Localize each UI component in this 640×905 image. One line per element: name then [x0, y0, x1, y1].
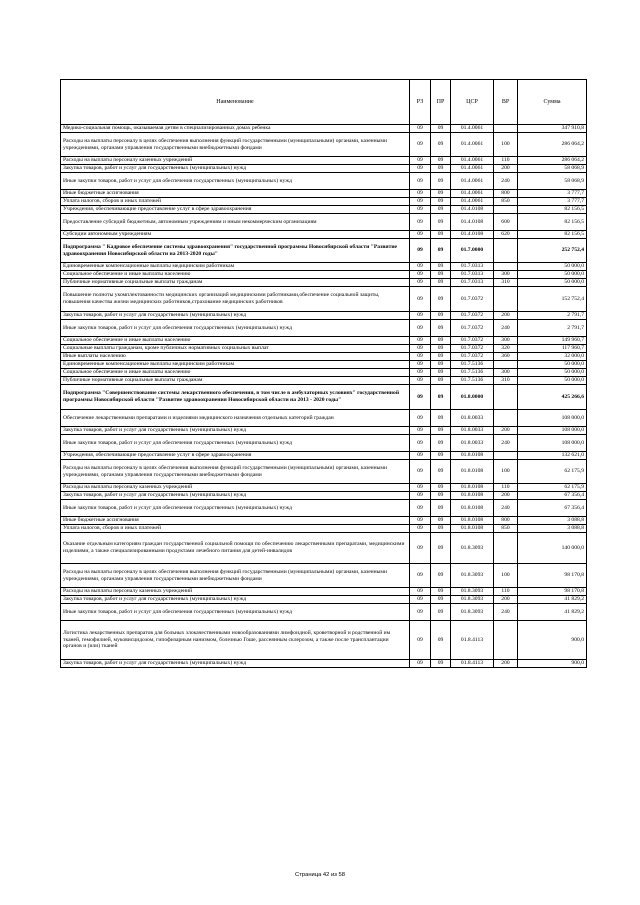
cell-csr: 01.8.0108 — [451, 484, 494, 492]
cell-rz: 09 — [410, 361, 431, 369]
cell-pr: 09 — [431, 157, 451, 165]
cell-sum: 62 175,9 — [518, 460, 587, 484]
cell-pr: 09 — [431, 190, 451, 198]
cell-sum: 2 791,7 — [518, 312, 587, 320]
cell-rz: 09 — [410, 279, 431, 287]
cell-csr: 01.7.0313 — [451, 279, 494, 287]
cell-csr: 01.7.0313 — [451, 271, 494, 279]
cell-vr: 600 — [494, 214, 518, 231]
cell-name: Логистика лекарственных препаратов для больных злокачественными новообразованиями лимфоидной, кроветворной и родственной им тканей, гемофилией, муковисцидозом, гипофизарным нанизмом, болезнью Гоше, рассеянным склерозом, а также после трансплантации органов и (или) тканей — [61, 621, 410, 660]
table-row — [61, 427, 587, 435]
cell-name: Социальное обеспечение и иные выплаты населению — [61, 337, 410, 345]
cell-rz: 09 — [410, 596, 431, 604]
cell-sum: 50 000,0 — [518, 369, 587, 377]
cell-sum: 117 960,7 — [518, 345, 587, 353]
cell-csr: 01.8.3093 — [451, 564, 494, 588]
cell-name: Иные закупки товаров, работ и услуг для обеспечения государственных (муниципальных) нужд — [61, 500, 410, 517]
cell-csr: 01.4.0061 — [451, 198, 494, 206]
table-row — [61, 621, 587, 660]
cell-name: Закупка товаров, работ и услуг для государственных (муниципальных) нужд — [61, 492, 410, 500]
cell-vr: 360 — [494, 353, 518, 361]
cell-name: Уплата налогов, сборов и иных платежей — [61, 198, 410, 206]
cell-csr: 01.7.0372 — [451, 337, 494, 345]
cell-csr: 01.8.0000 — [451, 385, 494, 410]
cell-vr: 100 — [494, 133, 518, 157]
table-row — [61, 279, 587, 287]
cell-sum: 58 068,9 — [518, 173, 587, 190]
cell-vr: 850 — [494, 525, 518, 533]
cell-csr: 01.8.0108 — [451, 492, 494, 500]
cell-pr: 09 — [431, 484, 451, 492]
cell-name: Публичные нормативные социальные выплаты гражданам — [61, 377, 410, 385]
table-row — [61, 533, 587, 564]
cell-sum: 286 064,2 — [518, 133, 587, 157]
cell-name: Иные выплаты населению — [61, 353, 410, 361]
cell-csr: 01.7.5136 — [451, 369, 494, 377]
table-row — [61, 385, 587, 410]
cell-sum: 50 000,0 — [518, 361, 587, 369]
cell-rz: 09 — [410, 271, 431, 279]
cell-vr: 850 — [494, 198, 518, 206]
table-row — [61, 410, 587, 427]
cell-rz: 09 — [410, 214, 431, 231]
cell-pr: 09 — [431, 533, 451, 564]
cell-rz: 09 — [410, 353, 431, 361]
cell-pr: 09 — [431, 312, 451, 320]
table-row — [61, 287, 587, 312]
table-row — [61, 337, 587, 345]
cell-csr: 01.8.0108 — [451, 517, 494, 525]
cell-vr: 300 — [494, 271, 518, 279]
table-row — [61, 361, 587, 369]
cell-csr: 01.8.0108 — [451, 452, 494, 460]
table-row — [61, 660, 587, 668]
cell-vr: 620 — [494, 231, 518, 239]
cell-name: Подпрограмма " Кадровое обеспечение системы здравоохранения" государственной программы Новосибирской области "Развитие здравоохранения Новосибирской области на 2013-2020 годы" — [61, 239, 410, 263]
cell-vr — [494, 263, 518, 271]
cell-pr: 09 — [431, 369, 451, 377]
cell-vr: 200 — [494, 492, 518, 500]
cell-name: Социальное обеспечение и иные выплаты населению — [61, 369, 410, 377]
cell-sum: 58 068,9 — [518, 165, 587, 173]
cell-sum: 41 829,2 — [518, 604, 587, 621]
cell-sum: 32 000,0 — [518, 353, 587, 361]
cell-rz: 09 — [410, 263, 431, 271]
cell-rz: 09 — [410, 564, 431, 588]
cell-name: Закупка товаров, работ и услуг для государственных (муниципальных) нужд — [61, 427, 410, 435]
cell-pr: 09 — [431, 377, 451, 385]
cell-vr: 200 — [494, 165, 518, 173]
cell-csr: 01.8.0033 — [451, 435, 494, 452]
cell-vr — [494, 239, 518, 263]
cell-vr: 240 — [494, 173, 518, 190]
cell-name: Расходы на выплаты персоналу в целях обеспечения выполнения функций государственными (муниципальными) органами, казенными учреждениями, органами управления государственными внебюджетными фондами — [61, 564, 410, 588]
table-row — [61, 345, 587, 353]
cell-sum: 98 170,8 — [518, 564, 587, 588]
header-rz: РЗ — [410, 80, 431, 125]
cell-csr: 01.8.3093 — [451, 596, 494, 604]
cell-sum: 98 170,8 — [518, 588, 587, 596]
cell-csr: 01.4.0061 — [451, 125, 494, 133]
cell-rz: 09 — [410, 435, 431, 452]
cell-rz: 09 — [410, 484, 431, 492]
cell-rz: 09 — [410, 427, 431, 435]
table-header-row — [61, 80, 587, 125]
cell-csr: 01.8.0108 — [451, 460, 494, 484]
cell-pr: 09 — [431, 320, 451, 337]
table-row — [61, 604, 587, 621]
cell-rz: 09 — [410, 133, 431, 157]
header-csr: ЦСР — [451, 80, 494, 125]
cell-name: Иные бюджетные ассигнования — [61, 190, 410, 198]
cell-sum: 108 000,0 — [518, 427, 587, 435]
cell-rz: 09 — [410, 452, 431, 460]
cell-csr: 01.8.3093 — [451, 588, 494, 596]
cell-csr: 01.8.0108 — [451, 525, 494, 533]
table-row — [61, 564, 587, 588]
cell-rz: 09 — [410, 385, 431, 410]
table-body — [61, 125, 587, 668]
cell-rz: 09 — [410, 492, 431, 500]
cell-vr: 240 — [494, 604, 518, 621]
cell-rz: 09 — [410, 165, 431, 173]
cell-sum: 50 000,0 — [518, 263, 587, 271]
header-pr: ПР — [431, 80, 451, 125]
table-row — [61, 492, 587, 500]
cell-csr: 01.4.0061 — [451, 165, 494, 173]
cell-pr: 09 — [431, 452, 451, 460]
table-row — [61, 133, 587, 157]
table-row — [61, 198, 587, 206]
cell-vr — [494, 452, 518, 460]
cell-name: Единовременные компенсационные выплаты медицинским работникам — [61, 361, 410, 369]
cell-pr: 09 — [431, 588, 451, 596]
cell-csr: 01.7.0000 — [451, 239, 494, 263]
cell-sum: 82 156,5 — [518, 214, 587, 231]
cell-vr: 300 — [494, 369, 518, 377]
table-row — [61, 206, 587, 214]
cell-pr: 09 — [431, 287, 451, 312]
cell-name: Закупка товаров, работ и услуг для государственных (муниципальных) нужд — [61, 660, 410, 668]
cell-pr: 09 — [431, 427, 451, 435]
cell-rz: 09 — [410, 533, 431, 564]
cell-rz: 09 — [410, 621, 431, 660]
cell-sum: 3 088,8 — [518, 525, 587, 533]
cell-pr: 09 — [431, 517, 451, 525]
table-row — [61, 353, 587, 361]
cell-rz: 09 — [410, 604, 431, 621]
cell-name: Иные закупки товаров, работ и услуг для обеспечения государственных (муниципальных) нужд — [61, 435, 410, 452]
cell-name: Закупка товаров, работ и услуг для государственных (муниципальных) нужд — [61, 312, 410, 320]
cell-sum: 2 791,7 — [518, 320, 587, 337]
cell-pr: 09 — [431, 231, 451, 239]
cell-rz: 09 — [410, 198, 431, 206]
table-row — [61, 369, 587, 377]
header-name: Наименование — [61, 80, 410, 125]
cell-name: Подпрограмма "Совершенствование системы лекарственного обеспечения, в том числе в амбулаторных условиях" государственной программы Новосибирской области "Развитие здравоохранения Новосибирской области на 2013 - 2020 годы" — [61, 385, 410, 410]
cell-sum: 108 000,0 — [518, 435, 587, 452]
cell-sum: 41 829,2 — [518, 596, 587, 604]
table-row — [61, 231, 587, 239]
cell-pr: 09 — [431, 279, 451, 287]
cell-csr: 01.8.0033 — [451, 427, 494, 435]
cell-rz: 09 — [410, 500, 431, 517]
cell-pr: 09 — [431, 165, 451, 173]
cell-sum: 108 000,0 — [518, 410, 587, 427]
cell-vr: 110 — [494, 588, 518, 596]
cell-name: Закупка товаров, работ и услуг для государственных (муниципальных) нужд — [61, 165, 410, 173]
budget-table-container — [60, 79, 586, 668]
budget-table — [60, 79, 587, 668]
cell-rz: 09 — [410, 125, 431, 133]
cell-vr: 320 — [494, 345, 518, 353]
cell-rz: 09 — [410, 173, 431, 190]
cell-pr: 09 — [431, 198, 451, 206]
cell-vr: 110 — [494, 157, 518, 165]
cell-pr: 09 — [431, 337, 451, 345]
cell-vr — [494, 533, 518, 564]
cell-name: Иные бюджетные ассигнования — [61, 517, 410, 525]
cell-rz: 09 — [410, 377, 431, 385]
cell-pr: 09 — [431, 239, 451, 263]
cell-name: Уплата налогов, сборов и иных платежей — [61, 525, 410, 533]
cell-vr — [494, 125, 518, 133]
table-row — [61, 165, 587, 173]
cell-name: Расходы на выплаты персоналу казенных учреждений — [61, 157, 410, 165]
cell-sum: 425 266,6 — [518, 385, 587, 410]
table-row — [61, 484, 587, 492]
cell-sum: 900,0 — [518, 621, 587, 660]
cell-pr: 09 — [431, 660, 451, 668]
cell-vr: 100 — [494, 460, 518, 484]
page-number: Страница 42 из 58 — [295, 872, 345, 878]
cell-vr — [494, 621, 518, 660]
cell-pr: 09 — [431, 621, 451, 660]
cell-pr: 09 — [431, 353, 451, 361]
cell-pr: 09 — [431, 525, 451, 533]
cell-name: Медико-социальная помощь, оказываемая детям в специализированных домах ребенка — [61, 125, 410, 133]
cell-rz: 09 — [410, 410, 431, 427]
cell-sum: 50 000,0 — [518, 271, 587, 279]
table-row — [61, 271, 587, 279]
cell-name: Расходы на выплаты персоналу в целях обеспечения выполнения функций государственными (муниципальными) органами, казенными учреждениями, органами управления государственными внебюджетными фондами — [61, 133, 410, 157]
cell-pr: 09 — [431, 214, 451, 231]
cell-sum: 3 777,7 — [518, 198, 587, 206]
cell-rz: 09 — [410, 517, 431, 525]
cell-csr: 01.4.0108 — [451, 214, 494, 231]
cell-pr: 09 — [431, 361, 451, 369]
table-row — [61, 435, 587, 452]
cell-sum: 149 960,7 — [518, 337, 587, 345]
cell-sum: 152 752,4 — [518, 287, 587, 312]
cell-pr: 09 — [431, 125, 451, 133]
cell-name: Закупка товаров, работ и услуг для государственных (муниципальных) нужд — [61, 596, 410, 604]
cell-pr: 09 — [431, 385, 451, 410]
cell-csr: 01.7.0313 — [451, 263, 494, 271]
table-row — [61, 452, 587, 460]
cell-vr: 110 — [494, 484, 518, 492]
cell-csr: 01.8.0033 — [451, 410, 494, 427]
cell-rz: 09 — [410, 287, 431, 312]
table-row — [61, 190, 587, 198]
cell-rz: 09 — [410, 588, 431, 596]
cell-csr: 01.4.0061 — [451, 157, 494, 165]
cell-pr: 09 — [431, 271, 451, 279]
cell-name: Субсидии автономным учреждениям — [61, 231, 410, 239]
cell-csr: 01.4.0061 — [451, 133, 494, 157]
cell-name: Социальное обеспечение и иные выплаты населению — [61, 271, 410, 279]
cell-vr: 240 — [494, 435, 518, 452]
table-row — [61, 320, 587, 337]
cell-rz: 09 — [410, 231, 431, 239]
cell-name: Обеспечение лекарственными препаратами и изделиями медицинского назначения отдельных категорий граждан — [61, 410, 410, 427]
cell-name: Иные закупки товаров, работ и услуг для обеспечения государственных (муниципальных) нужд — [61, 604, 410, 621]
cell-name: Расходы на выплаты персоналу казенных учреждений — [61, 484, 410, 492]
cell-csr: 01.7.0372 — [451, 353, 494, 361]
cell-name: Расходы на выплаты персоналу в целях обеспечения выполнения функций государственными (муниципальными) органами, казенными учреждениями, органами управления государственными внебюджетными фондами — [61, 460, 410, 484]
cell-vr: 200 — [494, 596, 518, 604]
cell-name: Повышение полноты укомплектованности медицинских организаций медицинскими работниками,обеспечение социальной защиты, повышения качества жизни медицинских работников,страхование медицинских работников — [61, 287, 410, 312]
table-row — [61, 500, 587, 517]
cell-vr: 310 — [494, 377, 518, 385]
cell-rz: 09 — [410, 312, 431, 320]
cell-vr: 310 — [494, 279, 518, 287]
cell-csr: 01.7.0372 — [451, 320, 494, 337]
cell-pr: 09 — [431, 564, 451, 588]
header-vr: ВР — [494, 80, 518, 125]
cell-vr — [494, 287, 518, 312]
cell-rz: 09 — [410, 320, 431, 337]
cell-rz: 09 — [410, 660, 431, 668]
cell-csr: 01.8.4113 — [451, 621, 494, 660]
cell-sum: 67 356,4 — [518, 492, 587, 500]
cell-rz: 09 — [410, 337, 431, 345]
cell-csr: 01.7.5136 — [451, 377, 494, 385]
cell-name: Учреждения, обеспечивающие предоставление услуг в сфере здравоохранения — [61, 452, 410, 460]
table-row — [61, 517, 587, 525]
cell-vr — [494, 385, 518, 410]
cell-sum: 286 064,2 — [518, 157, 587, 165]
cell-sum: 140 000,0 — [518, 533, 587, 564]
cell-name: Единовременные компенсационные выплаты медицинским работникам — [61, 263, 410, 271]
cell-pr: 09 — [431, 173, 451, 190]
cell-csr: 01.7.0372 — [451, 312, 494, 320]
cell-csr: 01.7.5136 — [451, 361, 494, 369]
table-row — [61, 239, 587, 263]
cell-name: Иные закупки товаров, работ и услуг для обеспечения государственных (муниципальных) нужд — [61, 320, 410, 337]
cell-pr: 09 — [431, 133, 451, 157]
cell-sum: 62 175,9 — [518, 484, 587, 492]
cell-vr: 800 — [494, 190, 518, 198]
cell-vr: 240 — [494, 500, 518, 517]
cell-rz: 09 — [410, 239, 431, 263]
cell-sum: 67 356,4 — [518, 500, 587, 517]
table-row — [61, 214, 587, 231]
cell-vr: 240 — [494, 320, 518, 337]
cell-vr: 200 — [494, 312, 518, 320]
cell-name: Иные закупки товаров, работ и услуг для обеспечения государственных (муниципальных) нужд — [61, 173, 410, 190]
cell-pr: 09 — [431, 604, 451, 621]
cell-csr: 01.4.0061 — [451, 173, 494, 190]
table-row — [61, 525, 587, 533]
cell-csr: 01.4.0108 — [451, 231, 494, 239]
cell-csr: 01.4.0061 — [451, 190, 494, 198]
cell-name: Оказание отдельным категориям граждан государственной социальной помощи по обеспечению лекарственными препаратами, медицинскими изделиями, а также специализированными продуктами лечебного питания для детей-инвалидов — [61, 533, 410, 564]
cell-rz: 09 — [410, 460, 431, 484]
cell-sum: 82 156,5 — [518, 231, 587, 239]
cell-pr: 09 — [431, 410, 451, 427]
cell-pr: 09 — [431, 263, 451, 271]
cell-vr: 200 — [494, 427, 518, 435]
cell-csr: 01.8.3093 — [451, 604, 494, 621]
cell-sum: 82 156,5 — [518, 206, 587, 214]
cell-rz: 09 — [410, 206, 431, 214]
cell-sum: 3 088,8 — [518, 517, 587, 525]
cell-vr — [494, 361, 518, 369]
cell-sum: 347 910,8 — [518, 125, 587, 133]
table-row — [61, 312, 587, 320]
cell-csr: 01.7.0372 — [451, 287, 494, 312]
cell-pr: 09 — [431, 596, 451, 604]
cell-csr: 01.8.4113 — [451, 660, 494, 668]
cell-rz: 09 — [410, 345, 431, 353]
cell-rz: 09 — [410, 525, 431, 533]
cell-pr: 09 — [431, 460, 451, 484]
cell-sum: 132 621,0 — [518, 452, 587, 460]
cell-rz: 09 — [410, 157, 431, 165]
table-row — [61, 173, 587, 190]
cell-name: Расходы на выплаты персоналу казенных учреждений — [61, 588, 410, 596]
cell-name: Социальные выплаты гражданам, кроме публичных нормативных социальных выплат — [61, 345, 410, 353]
table-row — [61, 588, 587, 596]
cell-vr — [494, 410, 518, 427]
cell-pr: 09 — [431, 435, 451, 452]
cell-vr: 800 — [494, 517, 518, 525]
cell-vr: 300 — [494, 337, 518, 345]
cell-name: Публичные нормативные социальные выплаты гражданам — [61, 279, 410, 287]
cell-sum: 252 752,4 — [518, 239, 587, 263]
cell-rz: 09 — [410, 190, 431, 198]
cell-vr: 200 — [494, 660, 518, 668]
table-row — [61, 377, 587, 385]
header-sum: Сумма — [518, 80, 587, 125]
table-row — [61, 596, 587, 604]
cell-sum: 3 777,7 — [518, 190, 587, 198]
table-row — [61, 125, 587, 133]
cell-csr: 01.4.0108 — [451, 206, 494, 214]
cell-csr: 01.7.0372 — [451, 345, 494, 353]
cell-sum: 50 000,0 — [518, 377, 587, 385]
cell-pr: 09 — [431, 206, 451, 214]
cell-pr: 09 — [431, 492, 451, 500]
cell-csr: 01.8.0108 — [451, 500, 494, 517]
cell-vr: 100 — [494, 564, 518, 588]
cell-pr: 09 — [431, 345, 451, 353]
cell-sum: 50 000,0 — [518, 279, 587, 287]
cell-vr — [494, 206, 518, 214]
table-row — [61, 157, 587, 165]
table-row — [61, 263, 587, 271]
cell-name: Предоставление субсидий бюджетным, автономным учреждениям и иным некоммерческим организациям — [61, 214, 410, 231]
cell-csr: 01.8.3093 — [451, 533, 494, 564]
cell-pr: 09 — [431, 500, 451, 517]
cell-rz: 09 — [410, 369, 431, 377]
table-row — [61, 460, 587, 484]
cell-name: Учреждения, обеспечивающие предоставление услуг в сфере здравоохранения — [61, 206, 410, 214]
cell-sum: 900,0 — [518, 660, 587, 668]
